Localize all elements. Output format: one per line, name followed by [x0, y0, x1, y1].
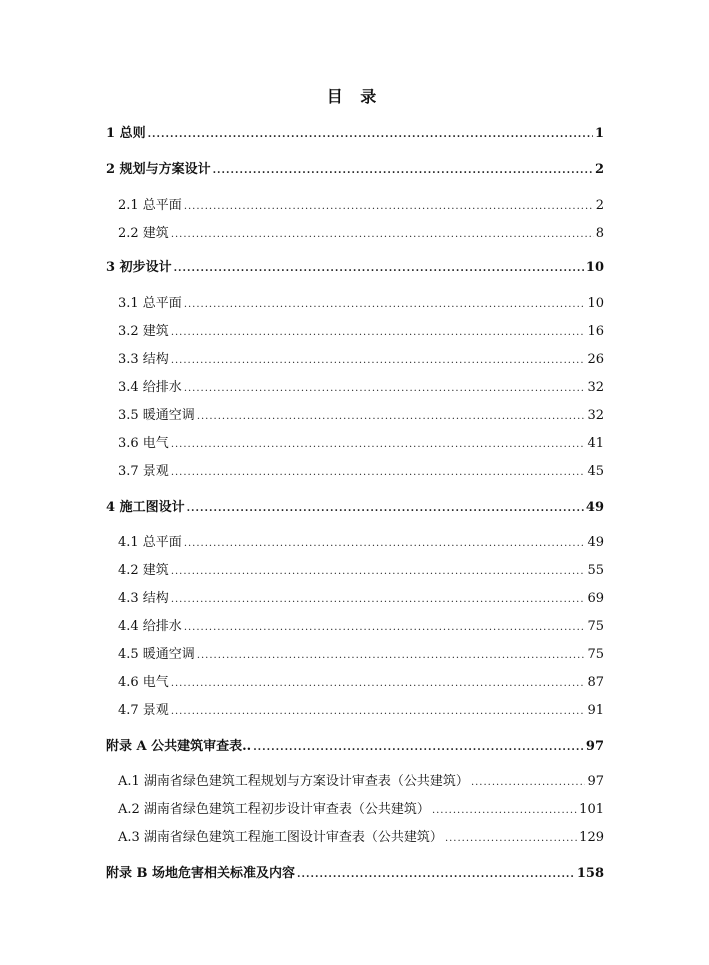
toc-leader-dots	[184, 379, 586, 399]
toc-entry	[118, 645, 604, 665]
toc-entry-page-number: 1	[594, 126, 604, 141]
toc-leader-dots	[171, 225, 594, 245]
toc-entry	[118, 224, 604, 244]
toc-entry	[118, 406, 604, 426]
toc-entry	[118, 772, 604, 792]
toc-entry-label: 1 总则	[106, 126, 146, 141]
toc-entry-label: A.3 湖南省绿色建筑工程施工图设计审查表（公共建筑）	[118, 830, 443, 845]
toc-leader-dots	[171, 590, 586, 610]
toc-entry	[118, 196, 604, 216]
toc-entry-label: 2 规划与方案设计	[106, 162, 211, 177]
toc-entry-page-number: 41	[587, 436, 604, 451]
toc-leader-dots	[171, 323, 586, 343]
toc-entry	[118, 589, 604, 609]
toc-entry	[106, 864, 604, 884]
toc-entry-label: 4.4 给排水	[118, 619, 182, 634]
toc-entry	[118, 533, 604, 553]
toc-entry-label: 2.2 建筑	[118, 226, 169, 241]
toc-entry-label: A.2 湖南省绿色建筑工程初步设计审查表（公共建筑）	[118, 802, 430, 817]
toc-entry-label: 3.3 结构	[118, 352, 169, 367]
toc-entry-label: 4.3 结构	[118, 591, 169, 606]
toc-entry-label: 3.4 给排水	[118, 380, 182, 395]
toc-leader-dots	[471, 773, 586, 793]
toc-entry	[118, 350, 604, 370]
toc-entry-page-number: 129	[579, 830, 604, 845]
toc-entry-label: 3.2 建筑	[118, 324, 169, 339]
toc-entry-page-number: 32	[587, 408, 604, 423]
toc-leader-dots	[171, 702, 586, 722]
toc-entry-label: 附录 A 公共建筑审查表..	[106, 739, 252, 754]
toc-entry	[118, 378, 604, 398]
toc-leader-dots	[184, 618, 586, 638]
toc-entry-label: 2.1 总平面	[118, 198, 182, 213]
toc-leader-dots	[171, 562, 586, 582]
toc-entry-label: 4.2 建筑	[118, 563, 169, 578]
toc-entry	[106, 124, 604, 144]
toc-entry	[106, 160, 604, 180]
toc-leader-dots	[197, 646, 586, 666]
toc-entry-page-number: 55	[587, 563, 604, 578]
toc-entry	[118, 561, 604, 581]
toc-entry-page-number: 75	[587, 619, 604, 634]
toc-entry-label: 4 施工图设计	[106, 500, 185, 515]
toc-entry	[106, 737, 604, 757]
toc-entry-page-number: 26	[587, 352, 604, 367]
toc-entry-page-number: 75	[587, 647, 604, 662]
toc-entry-page-number: 69	[587, 591, 604, 606]
toc-entry	[106, 258, 604, 278]
toc-entry-label: 3.5 暖通空调	[118, 408, 195, 423]
toc-entry-page-number: 10	[587, 296, 604, 311]
toc-entry-page-number: 32	[587, 380, 604, 395]
toc-leader-dots	[171, 351, 586, 371]
toc-entry-page-number: 10	[585, 260, 604, 275]
toc-leader-dots	[184, 295, 586, 315]
toc-entry	[118, 322, 604, 342]
toc-leader-dots	[213, 161, 593, 181]
toc-entry-page-number: 97	[585, 739, 604, 754]
toc-title: 目 录	[326, 87, 383, 106]
toc-leader-dots	[445, 829, 577, 849]
toc-entry-label: 4.1 总平面	[118, 535, 182, 550]
toc-entry-page-number: 49	[585, 500, 604, 515]
toc-entry-page-number: 91	[587, 703, 604, 718]
toc-entry	[118, 800, 604, 820]
toc-entry-page-number: 158	[576, 866, 604, 881]
toc-entry-label: 3 初步设计	[106, 260, 172, 275]
toc-leader-dots	[253, 738, 584, 758]
toc-entry-label: 3.1 总平面	[118, 296, 182, 311]
toc-leader-dots	[171, 674, 586, 694]
toc-leader-dots	[187, 499, 584, 519]
toc-entry-page-number: 45	[587, 464, 604, 479]
toc-entry	[118, 294, 604, 314]
toc-leader-dots	[184, 197, 594, 217]
toc-entry-label: 4.6 电气	[118, 675, 169, 690]
toc-entry-label: 附录 B 场地危害相关标准及内容	[106, 866, 296, 881]
toc-entry-page-number: 8	[595, 226, 604, 241]
toc-entry-page-number: 97	[587, 774, 604, 789]
toc-entry	[118, 434, 604, 454]
toc-leader-dots	[297, 865, 575, 885]
toc-entry	[118, 673, 604, 693]
toc-leader-dots	[184, 534, 586, 554]
toc-entry	[118, 462, 604, 482]
toc-entry-label: 3.7 景观	[118, 464, 169, 479]
toc-entry	[118, 828, 604, 848]
toc-entry-page-number: 16	[587, 324, 604, 339]
toc-leader-dots	[197, 407, 586, 427]
toc-entry-page-number: 49	[587, 535, 604, 550]
toc-entry-page-number: 87	[587, 675, 604, 690]
toc-entry	[106, 498, 604, 518]
toc-entry-label: 3.6 电气	[118, 436, 169, 451]
toc-entry	[118, 701, 604, 721]
toc-leader-dots	[174, 259, 584, 279]
toc-entry-page-number: 2	[594, 162, 604, 177]
toc-entry	[118, 617, 604, 637]
toc-entry-label: A.1 湖南省绿色建筑工程规划与方案设计审查表（公共建筑）	[118, 774, 469, 789]
toc-entry-page-number: 2	[595, 198, 604, 213]
toc-leader-dots	[171, 435, 586, 455]
toc-entry-label: 4.7 景观	[118, 703, 169, 718]
toc-leader-dots	[432, 801, 577, 821]
toc-entry-label: 4.5 暖通空调	[118, 647, 195, 662]
toc-entry-page-number: 101	[579, 802, 604, 817]
toc-leader-dots	[148, 125, 593, 145]
toc-leader-dots	[171, 463, 586, 483]
